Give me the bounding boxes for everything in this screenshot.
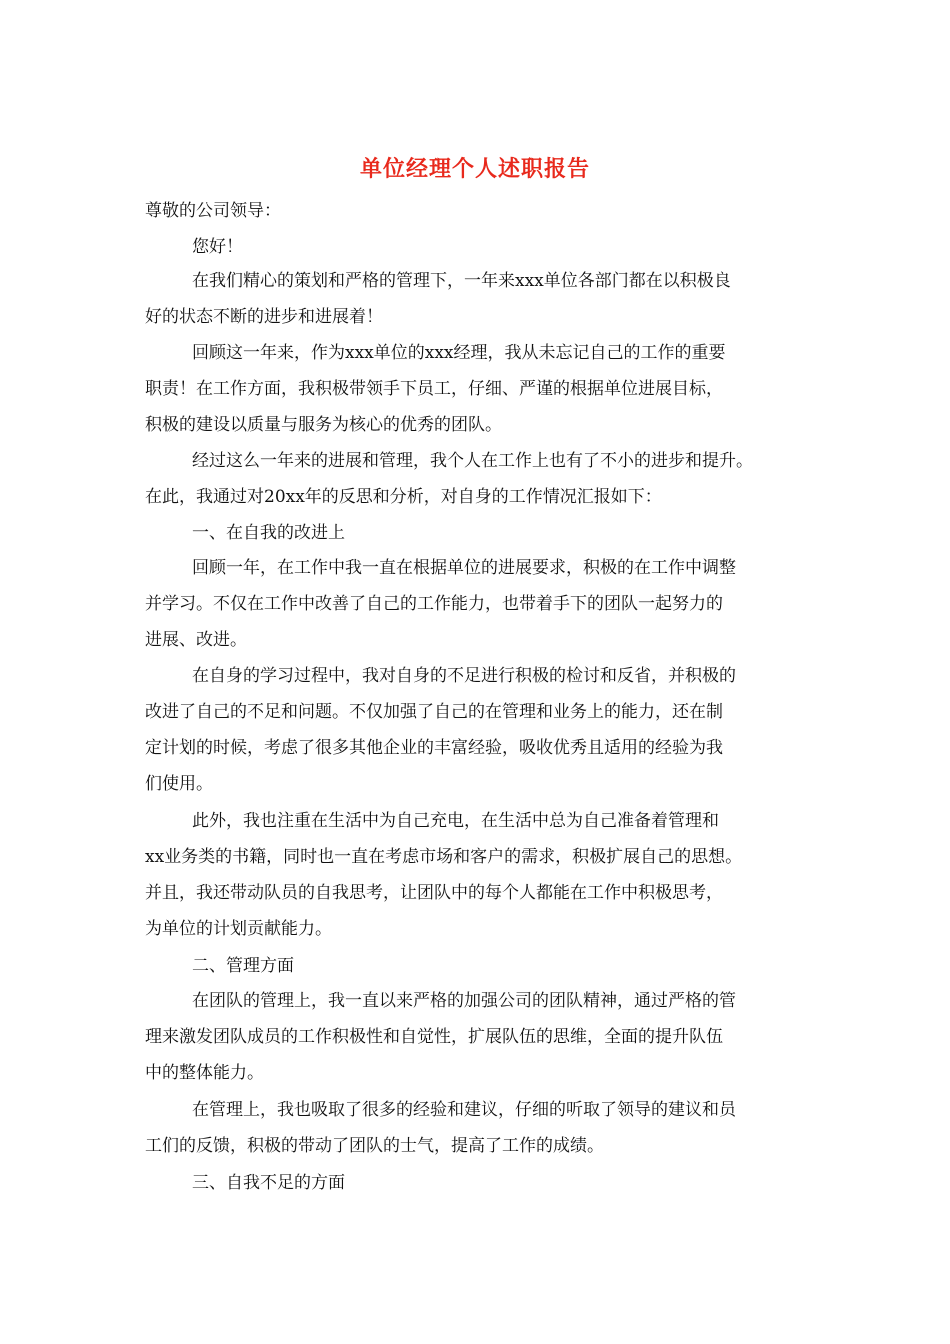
body-line: 在自身的学习过程中，我对自身的不足进行积极的检讨和反省，并积极的 (192, 666, 736, 686)
body-line: 定计划的时候，考虑了很多其他企业的丰富经验，吸收优秀且适用的经验为我 (145, 738, 723, 758)
body-line: 在此，我通过对20xx年的反思和分析，对自身的工作情况汇报如下： (145, 487, 662, 507)
body-line: xx业务类的书籍，同时也一直在考虑市场和客户的需求，积极扩展自己的思想。 (145, 847, 743, 867)
body-line: 中的整体能力。 (145, 1063, 264, 1083)
body-line: 为单位的计划贡献能力。 (145, 919, 332, 939)
section-heading: 二、管理方面 (192, 956, 294, 976)
body-line: 此外，我也注重在生活中为自己充电，在生活中总为自己准备着管理和 (192, 811, 719, 831)
body-line: 回顾一年，在工作中我一直在根据单位的进展要求，积极的在工作中调整 (192, 558, 736, 578)
greeting: 您好！ (192, 237, 243, 257)
section-heading: 三、自我不足的方面 (192, 1173, 345, 1193)
section-heading: 一、在自我的改进上 (192, 523, 345, 543)
body-line: 在我们精心的策划和严格的管理下，一年来xxx单位各部门都在以积极良 (192, 271, 731, 291)
body-line: 并且，我还带动队员的自我思考，让团队中的每个人都能在工作中积极思考， (145, 883, 723, 903)
body-line: 进展、改进。 (145, 630, 247, 650)
body-line: 工们的反馈，积极的带动了团队的士气，提高了工作的成绩。 (145, 1136, 604, 1156)
document-title: 单位经理个人述职报告 (359, 156, 590, 182)
body-line: 们使用。 (145, 774, 213, 794)
body-line: 回顾这一年来，作为xxx单位的xxx经理，我从未忘记自己的工作的重要 (192, 343, 726, 363)
body-line: 改进了自己的不足和问题。不仅加强了自己的在管理和业务上的能力，还在制 (145, 702, 723, 722)
body-line: 经过这么一年来的进展和管理，我个人在工作上也有了不小的进步和提升。 (192, 451, 753, 471)
salutation: 尊敬的公司领导： (145, 201, 281, 221)
body-line: 在团队的管理上，我一直以来严格的加强公司的团队精神，通过严格的管 (192, 991, 736, 1011)
body-line: 在管理上，我也吸取了很多的经验和建议，仔细的听取了领导的建议和员 (192, 1100, 736, 1120)
body-line: 好的状态不断的进步和进展着！ (145, 307, 383, 327)
body-line: 并学习。不仅在工作中改善了自己的工作能力，也带着手下的团队一起努力的 (145, 594, 723, 614)
body-line: 职责！在工作方面，我积极带领手下员工，仔细、严谨的根据单位进展目标， (145, 379, 723, 399)
body-line: 理来激发团队成员的工作积极性和自觉性，扩展队伍的思维，全面的提升队伍 (145, 1027, 723, 1047)
body-line: 积极的建设以质量与服务为核心的优秀的团队。 (145, 415, 502, 435)
